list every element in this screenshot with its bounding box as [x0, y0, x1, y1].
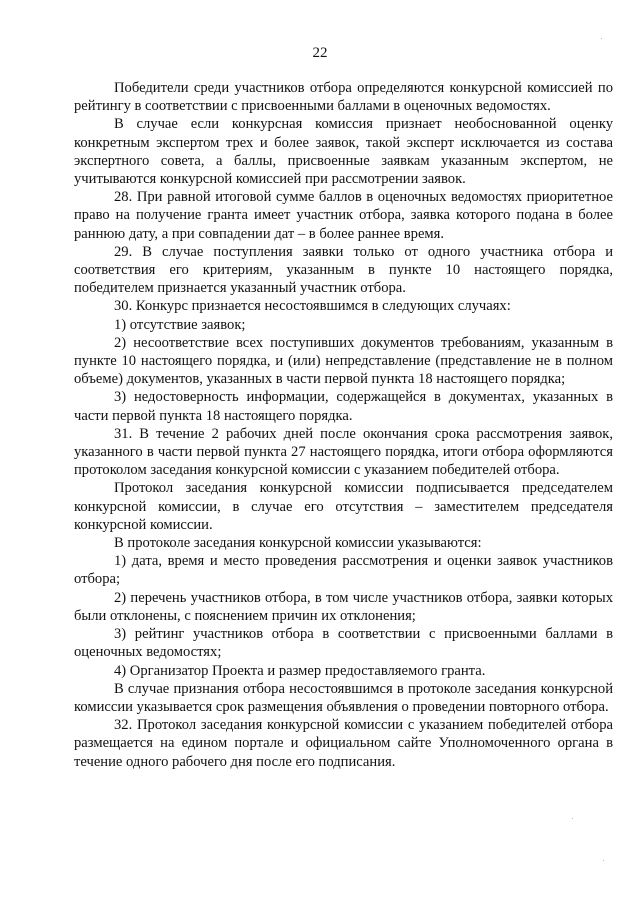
paragraph-protocol-signing: Протокол заседания конкурсной комиссии подписывается председателем конкурсной комиссии, в случае его отсутствия – заместителем председателя конкурсной комиссии.: [74, 480, 613, 533]
scan-speck: [601, 38, 602, 39]
paragraph-item-29: 29. В случае поступления заявки только от одного участника отбора и соответствия его критериям, указанным в пункте 10 настоящего порядка, победителем признается указанный участник отбора.: [74, 243, 613, 297]
paragraph-failed-selection: В случае признания отбора несостоявшимся в протоколе заседания конкурсной комиссии указывается срок размещения объявления о проведении повторного отбора.: [74, 680, 613, 715]
paragraph-item-30: 30. Конкурс признается несостоявшимся в следующих случаях:: [114, 298, 511, 315]
paragraph-item-32: 32. Протокол заседания конкурсной комиссии с указанием победителей отбора размещается на едином портале и официальном сайте Уполномоченного органа в течение одного рабочего дня после его подписания.: [74, 717, 613, 770]
paragraph-expert-exclusion: В случае если конкурсная комиссия признает необоснованной оценку конкретным экспертом трех и более заявок, такой эксперт исключается из состава экспертного совета, а баллы, присвоенные заявкам указанным экспертом, не учитываются конкурсной комиссией при рассмотрении заявок.: [74, 116, 613, 188]
paragraph-item-31: 31. В течение 2 рабочих дней после окончания срока рассмотрения заявок, указанного в части первой пункта 27 настоящего порядка, итоги отбора оформляются протоколом заседания конкурсной комиссии с указанием победителей отбора.: [74, 425, 613, 479]
paragraph-winners-rating: Победители среди участников отбора определяются конкурсной комиссией по рейтингу в соответствии с присвоенными баллами в оценочных ведомостях.: [74, 80, 613, 115]
paragraph-protocol-contents: В протоколе заседания конкурсной комиссии указываются:: [114, 535, 482, 552]
list-item-protocol-4: 4) Организатор Проекта и размер предоставляемого гранта.: [114, 662, 486, 679]
scan-speck: [572, 818, 573, 819]
page-number: 22: [312, 45, 328, 61]
list-item-protocol-3: 3) рейтинг участников отбора в соответствии с присвоенными баллами в оценочных ведомостях;: [74, 626, 613, 661]
list-item-protocol-2: 2) перечень участников отбора, в том числе участников отбора, заявки которых были отклонены, с пояснением причин их отклонения;: [74, 589, 613, 624]
list-item-30-2: 2) несоответствие всех поступивших документов требованиям, указанным в пункте 10 настоящего порядка, и (или) непредставление (представление не в полном объеме) документов, указанных в части первой пункта 18 настоящего порядка;: [74, 334, 613, 388]
paragraph-item-28: 28. При равной итоговой сумме баллов в оценочных ведомостях приоритетное право на получение гранта имеет участник отбора, заявка которого подана в более раннюю дату, а при совпадении дат – в более раннее время.: [74, 189, 613, 242]
document-body: [74, 79, 613, 771]
list-item-30-3: 3) недостоверность информации, содержащейся в документах, указанных в части первой пункта 18 настоящего порядка.: [74, 389, 613, 424]
list-item-30-1: 1) отсутствие заявок;: [114, 316, 246, 333]
scan-speck: [603, 860, 604, 861]
list-item-protocol-1: 1) дата, время и место проведения рассмотрения и оценки заявок участников отбора;: [74, 553, 613, 588]
